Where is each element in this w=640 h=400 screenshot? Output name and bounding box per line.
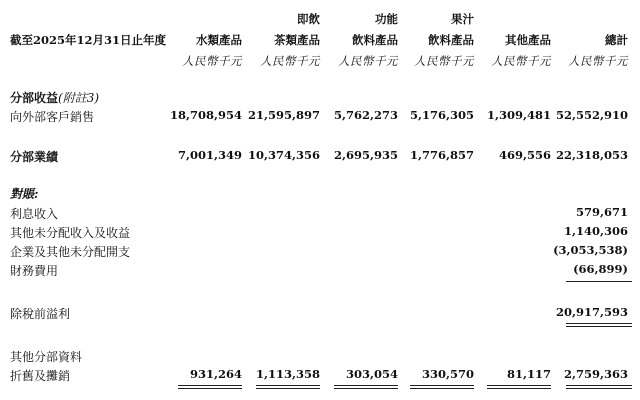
column-header-other <box>471 9 551 72</box>
column-header-unit: 人民幣千元 <box>182 54 242 68</box>
depreciation-total-value: 2,759,363 <box>563 367 628 381</box>
corporate-expenses-value: (3,053,538) <box>553 243 628 257</box>
column-header-unit: 人民幣千元 <box>491 54 551 68</box>
double-rule-juice <box>410 385 474 389</box>
column-header-unit: 人民幣千元 <box>260 54 320 68</box>
interest-income-label: 利息收入 <box>10 207 59 221</box>
revenue-tea-value: 21,595,897 <box>247 108 320 122</box>
column-header-main: 茶類產品 <box>274 33 320 47</box>
period-header: 截至2025年12月31日止年度 <box>10 33 167 47</box>
external-sales-label: 向外部客戶銷售 <box>10 110 95 124</box>
revenue-functional-value: 5,762,273 <box>333 108 398 122</box>
column-header-top: 果汁 <box>451 12 474 26</box>
revenue-total-value: 52,552,910 <box>555 108 628 122</box>
column-header-top <box>471 9 551 30</box>
results-functional-value: 2,695,935 <box>333 148 398 162</box>
corporate-expenses-label: 企業及其他未分配開支 <box>10 245 131 259</box>
revenue-water-value: 18,708,954 <box>169 108 242 122</box>
column-header-top <box>548 9 628 30</box>
results-juice-value: 1,776,857 <box>409 148 474 162</box>
results-total-value: 22,318,053 <box>555 148 628 162</box>
total-double-rule <box>566 323 632 327</box>
double-rule-other <box>487 385 551 389</box>
column-header-juice <box>394 9 474 72</box>
column-header-main: 總計 <box>605 33 628 47</box>
depreciation-water-value: 931,264 <box>189 367 242 381</box>
interest-income-value: 579,671 <box>575 205 628 219</box>
column-header-main: 飲料產品 <box>428 33 474 47</box>
double-rule-functional <box>334 385 398 389</box>
depreciation-other-value: 81,117 <box>506 367 551 381</box>
finance-costs-label: 財務費用 <box>10 264 59 278</box>
column-header-unit: 人民幣千元 <box>338 54 398 68</box>
segment-revenue-note: (附註3) <box>58 91 100 105</box>
profit-before-tax-label: 除稅前溢利 <box>10 307 71 321</box>
double-rule-total <box>566 385 632 389</box>
column-header-top <box>162 9 242 30</box>
column-header-main: 其他產品 <box>505 33 551 47</box>
other-unallocated-income-value: 1,140,306 <box>563 224 628 238</box>
depreciation-label: 折舊及攤銷 <box>10 369 71 383</box>
double-rule-tea <box>256 385 320 389</box>
column-header-top: 功能 <box>375 12 398 26</box>
revenue-other-value: 1,309,481 <box>486 108 551 122</box>
subtotal-rule <box>566 281 632 282</box>
segment-results-label: 分部業績 <box>10 150 59 164</box>
results-other-value: 469,556 <box>498 148 551 162</box>
profit-before-tax-value: 20,917,593 <box>555 305 628 319</box>
revenue-juice-value: 5,176,305 <box>409 108 474 122</box>
other-segment-info-title: 其他分部資料 <box>10 350 83 364</box>
column-header-tea <box>240 9 320 72</box>
results-water-value: 7,001,349 <box>177 148 242 162</box>
reconciliation-title: 對賬: <box>10 187 39 201</box>
other-unallocated-income-label: 其他未分配收入及收益 <box>10 226 131 240</box>
finance-costs-value: (66,899) <box>573 262 628 276</box>
column-header-unit: 人民幣千元 <box>414 54 474 68</box>
segment-revenue-title: 分部收益 <box>10 91 59 105</box>
depreciation-functional-value: 303,054 <box>345 367 398 381</box>
double-rule-water <box>178 385 242 389</box>
column-header-main: 水類產品 <box>196 33 242 47</box>
results-tea-value: 10,374,356 <box>247 148 320 162</box>
column-header-main: 飲料產品 <box>352 33 398 47</box>
column-header-total <box>548 9 628 72</box>
depreciation-tea-value: 1,113,358 <box>255 367 320 381</box>
depreciation-juice-value: 330,570 <box>421 367 474 381</box>
column-header-unit: 人民幣千元 <box>568 54 628 68</box>
column-header-top: 即飲 <box>297 12 320 26</box>
column-header-functional <box>318 9 398 72</box>
column-header-water <box>162 9 242 72</box>
segment-revenue-heading <box>10 89 99 106</box>
